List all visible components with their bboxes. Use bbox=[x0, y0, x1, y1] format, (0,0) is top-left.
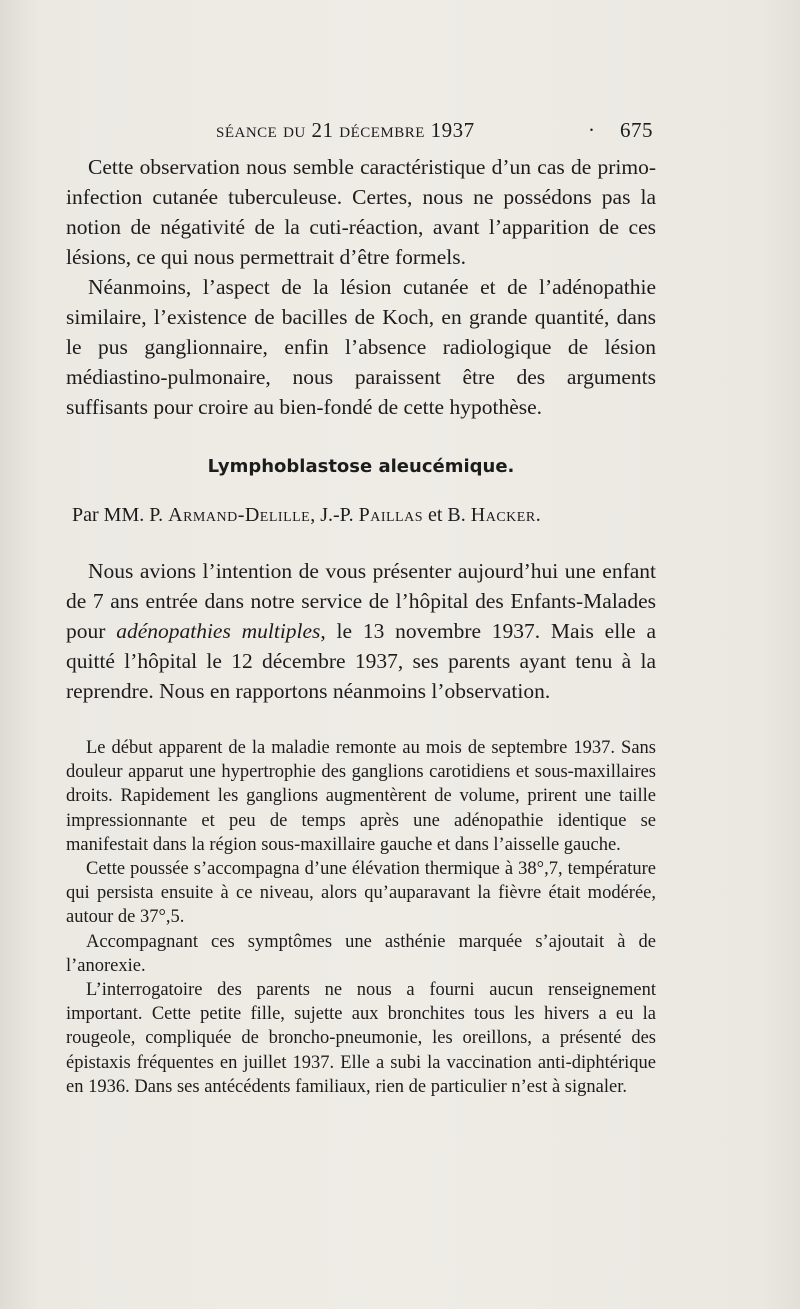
authors-prefix: Par MM. P. bbox=[72, 504, 164, 526]
article-intro bbox=[66, 556, 656, 706]
p1-italic: adénopathies multiples bbox=[116, 619, 321, 643]
observation-paragraph-2: Cette poussée s’accompagna d’une élévation thermique à 38°,7, température qui persista ensuite à ce niveau, alors qu’auparavant la fièvre était modérée, autour de 37°,5. bbox=[66, 859, 656, 928]
author-armand-delille: Armand-Delille bbox=[168, 504, 311, 526]
observation-paragraph-4: L’interrogatoire des parents ne nous a fourni aucun renseignement important. Cette petite fille, sujette aux bronchites tous les hivers a eu la rougeole, compliquée de broncho-pneumonie, les oreillons, a présenté des épistaxis fréquentes en juillet 1937. Elle a subi la vaccination anti-diphtérique en 1936. Dans ses antécédents familiaux, rien de particulier n’est à signaler. bbox=[66, 980, 656, 1097]
article-authors bbox=[72, 504, 662, 527]
intro-text bbox=[66, 152, 656, 422]
observation-paragraph-3: Accompagnant ces symptômes une asthénie marquée s’ajoutait à de l’anorexie. bbox=[66, 931, 656, 976]
observation-paragraph-1: Le début apparent de la maladie remonte au mois de septembre 1937. Sans douleur apparut une hypertrophie des ganglions carotidiens et sous-maxillaires droits. Rapidement les ganglions augmentèrent de volume, prirent une taille impressionnante et peu de temps après une adénopathie identique se manifestait dans la région sous-maxillaire gauche et dans l’aisselle gauche. bbox=[66, 738, 656, 855]
observation-text bbox=[66, 736, 656, 1099]
running-title: séance du 21 décembre 1937 bbox=[216, 118, 475, 142]
article-paragraph-1 bbox=[66, 556, 656, 706]
author-paillas: Paillas bbox=[358, 504, 423, 526]
authors-separator-2: et B. bbox=[428, 504, 466, 526]
page-number: 675 bbox=[620, 118, 653, 142]
p1-after: , le 13 novembre 1937. Mais elle a quitté l’hôpital le 12 décembre 1937, ses parents ayant tenu à la reprendre. Nous en rapportons néanmoins l’observation. bbox=[66, 619, 657, 703]
article-title: Lymphoblastose aleucémique. bbox=[207, 456, 515, 477]
authors-separator-1: , J.-P. bbox=[310, 504, 354, 526]
header-separator: · bbox=[588, 118, 596, 142]
author-hacker: Hacker bbox=[470, 504, 536, 526]
intro-paragraph-1: Cette observation nous semble caractéristique d’un cas de primo-infection cutanée tuberculeuse. Certes, nous ne possédons pas la notion de négativité de la cuti-réaction, avant l’apparition de ces lésions, ce qui nous permettrait d’être formels. bbox=[66, 155, 656, 269]
authors-suffix: . bbox=[535, 504, 541, 526]
intro-paragraph-2: Néanmoins, l’aspect de la lésion cutanée et de l’adénopathie similaire, l’existence de bacilles de Koch, en grande quantité, dans le pus ganglionnaire, enfin l’absence radiologique de lésion médiastino-pulmonaire, nous paraissent être des arguments suffisants pour croire au bien-fondé de cette hypothèse. bbox=[66, 275, 656, 419]
p1-before: Nous avions l’intention de vous présenter aujourd’hui une enfant de 7 ans entrée dans notre service de l’hôpital des Enfants-Malades pour bbox=[66, 559, 656, 643]
